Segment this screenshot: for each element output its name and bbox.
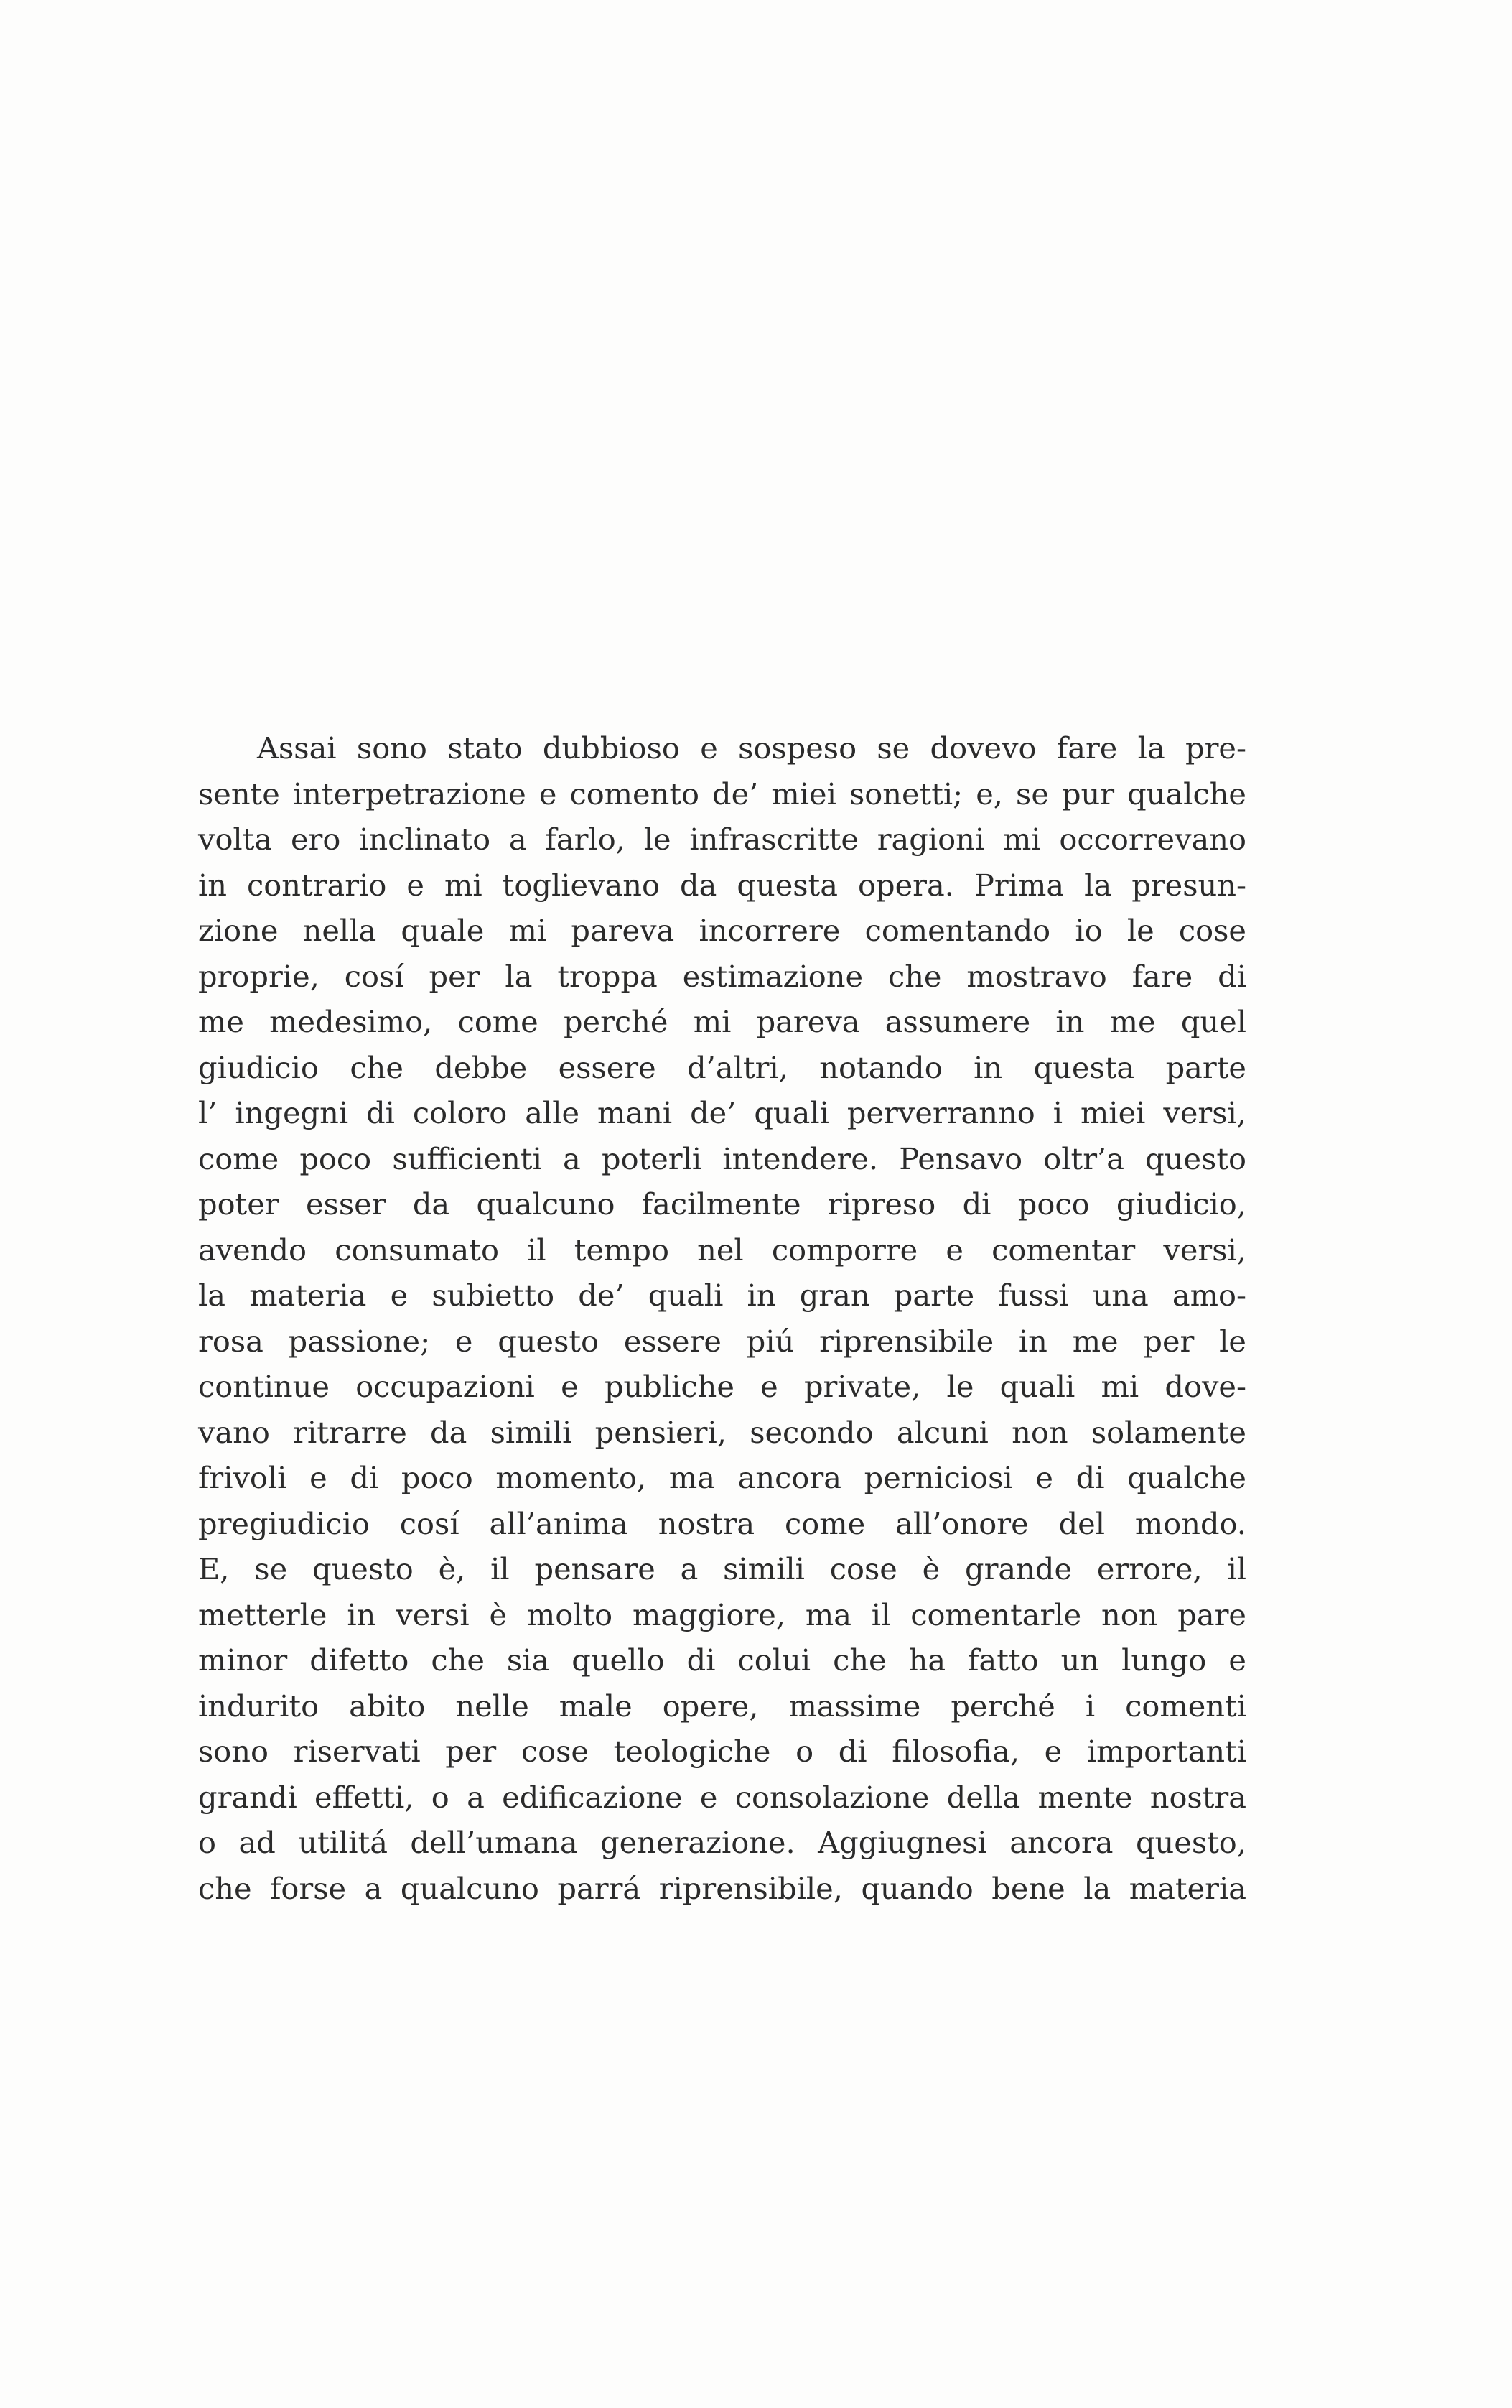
text-line: poter esser da qualcuno facilmente ripreso di poco giudicio, [198,1186,1246,1222]
text-line: la materia e subietto de’ quali in gran parte fussi una amo- [198,1278,1246,1313]
text-line: sente interpetrazione e comento de’ miei sonetti; e, se pur qualche [198,776,1246,812]
text-line: Assai sono stato dubbioso e sospeso se dovevo fare la pre- [257,730,1246,766]
text-line: zione nella quale mi pareva incorrere comentando io le cose [198,913,1246,948]
text-line: indurito abito nelle male opere, massime perché i comenti [198,1688,1246,1724]
text-line: pregiudicio cosí all’anima nostra come all’onore del mondo. [198,1505,1246,1541]
text-line: me medesimo, come perché mi pareva assumere in me quel [198,1004,1246,1039]
text-line: l’ ingegni di coloro alle mani de’ quali perverranno i miei versi, [198,1095,1246,1130]
text-line: rosa passione; e questo essere piú riprensibile in me per le [198,1323,1246,1359]
text-line: metterle in versi è molto maggiore, ma il comentarle non pare [198,1596,1246,1632]
body-paragraph [198,725,1246,1911]
text-line: E, se questo è, il pensare a simili cose è grande errore, il [198,1551,1246,1586]
text-line: sono riservati per cose teologiche o di filosofia, e importanti [198,1734,1246,1769]
text-line: proprie, cosí per la troppa estimazione che mostravo fare di [198,958,1246,994]
text-line: vano ritrarre da simili pensieri, secondo alcuni non solamente [198,1414,1246,1450]
text-line: che forse a qualcuno parrá riprensibile, quando bene la materia [198,1870,1246,1906]
text-line: come poco sufficienti a poterli intendere. Pensavo oltr’a questo [198,1140,1246,1176]
text-line: frivoli e di poco momento, ma ancora perniciosi e di qualche [198,1460,1246,1495]
text-line: grandi effetti, o a edificazione e consolazione della mente nostra [198,1779,1246,1815]
text-line: giudicio che debbe essere d’altri, notando in questa parte [198,1049,1246,1085]
text-line: in contrario e mi toglievano da questa opera. Prima la presun- [198,867,1246,903]
text-line: avendo consumato il tempo nel comporre e comentar versi, [198,1232,1246,1268]
text-line: minor difetto che sia quello di colui che ha fatto un lungo e [198,1642,1246,1678]
text-line: continue occupazioni e publiche e private, le quali mi dove- [198,1369,1246,1404]
text-line: volta ero inclinato a farlo, le infrascritte ragioni mi occorrevano [198,822,1246,857]
text-line: o ad utilitá dell’umana generazione. Aggiugnesi ancora questo, [198,1825,1246,1860]
